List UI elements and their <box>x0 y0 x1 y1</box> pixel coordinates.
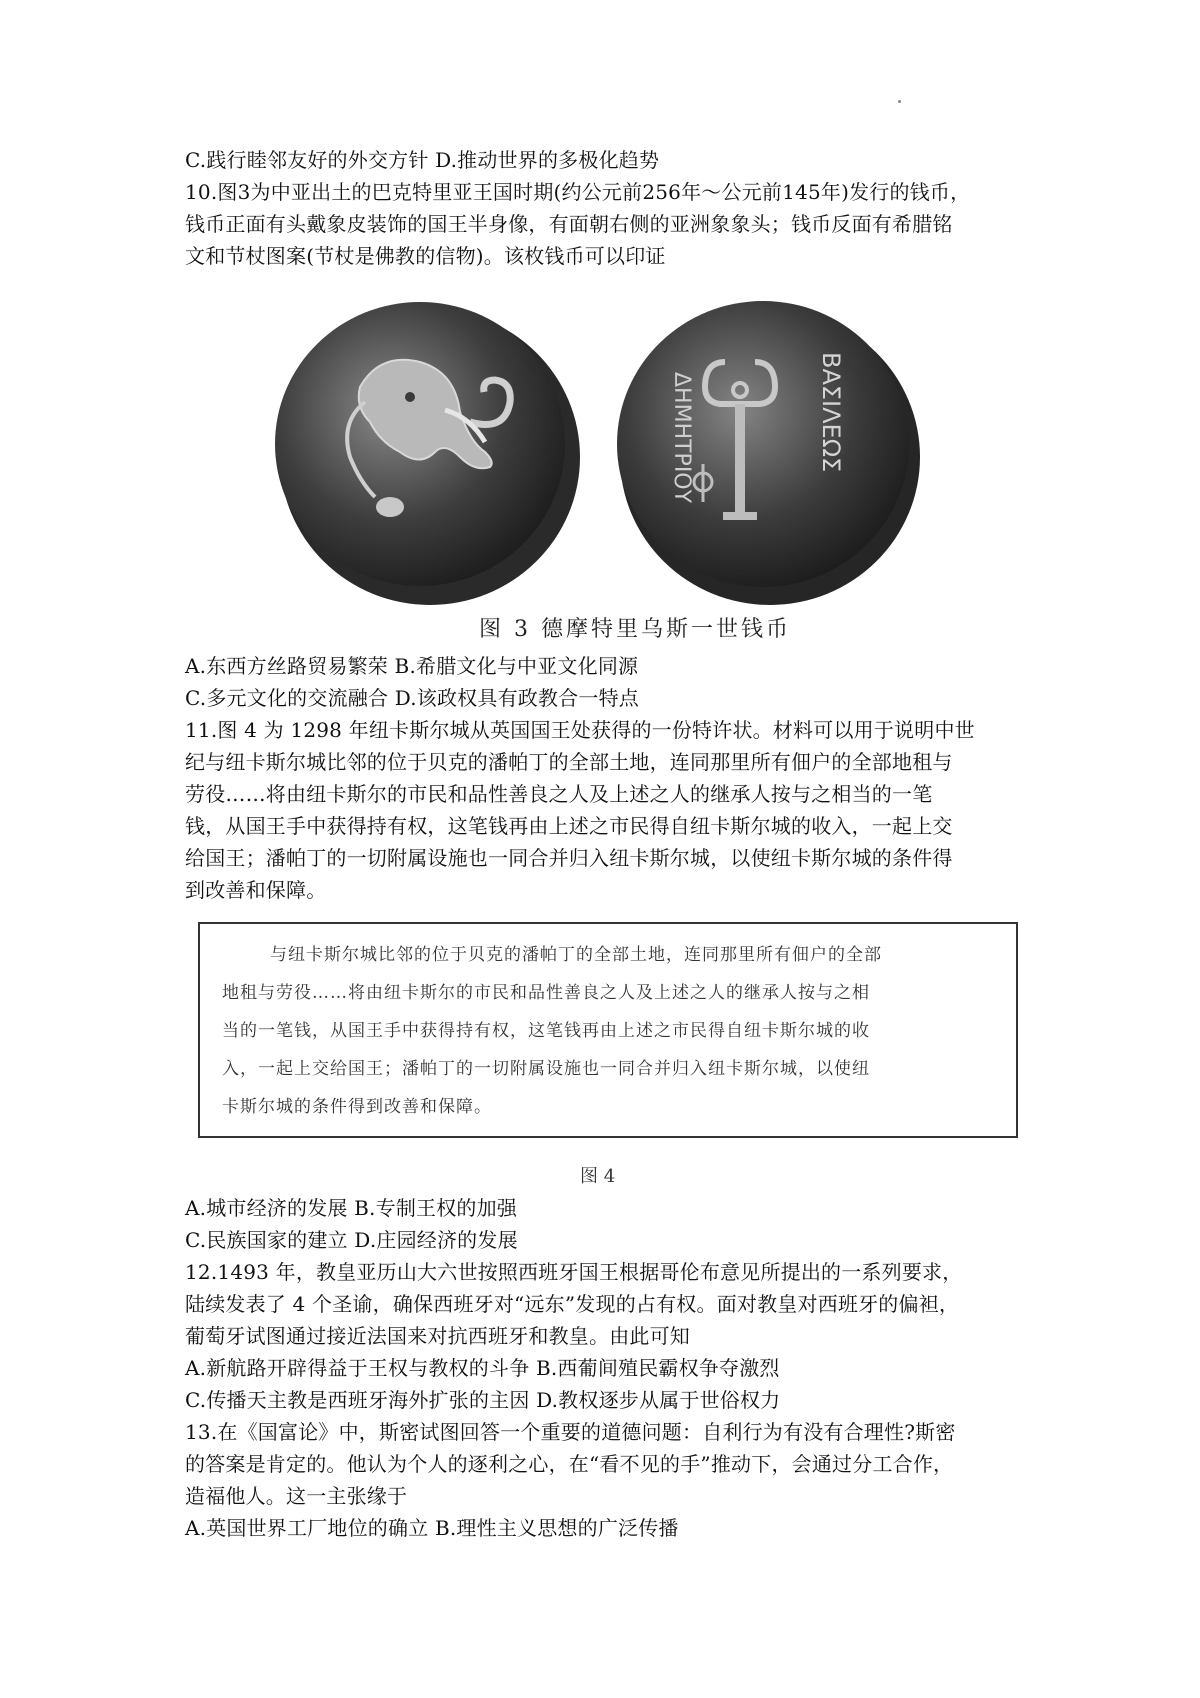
q11-options-cd: C.民族国家的建立 D.庄园经济的发展 <box>185 1228 518 1252</box>
q10-stem-line-1: 10.图3为中亚出土的巴克特里亚王国时期(约公元前256年～公元前145年)发行的钱币， <box>185 180 971 204</box>
figure-4-caption: 图 4 <box>580 1166 616 1187</box>
excerpt-line-1: 与纽卡斯尔城比邻的位于贝克的潘帕丁的全部土地，连同那里所有佃户的全部 <box>270 945 882 965</box>
coin-inscription-left: ΔΗΜΗΤΡΙΟΥ <box>669 372 694 504</box>
q13-stem-line-2: 的答案是肯定的。他认为个人的逐利之心，在“看不见的手”推动下，会通过分工合作， <box>185 1452 954 1476</box>
q12-stem-line-2: 陆续发表了 4 个圣谕，确保西班牙对“远东”发现的占有权。面对教皇对西班牙的偏袒， <box>185 1292 960 1316</box>
q11-stem-line-6: 到改善和保障。 <box>185 878 327 902</box>
q9-options-cd: C.践行睦邻友好的外交方针 D.推动世界的多极化趋势 <box>185 148 660 172</box>
q12-options-ab: A.新航路开辟得益于王权与教权的斗争 B.西葡间殖民霸权争夺激烈 <box>185 1356 780 1380</box>
q13-stem-line-1: 13.在《国富论》中，斯密试图回答一个重要的道德问题：自利行为有没有合理性?斯密 <box>185 1420 956 1444</box>
coin-reverse-image <box>605 292 925 612</box>
q13-options-ab: A.英国世界工厂地位的确立 B.理性主义思想的广泛传播 <box>185 1516 679 1540</box>
excerpt-line-4: 入，一起上交给国王；潘帕丁的一切附属设施也一同合并归入纽卡斯尔城，以使纽 <box>222 1059 870 1079</box>
q12-stem-line-1: 12.1493 年，教皇亚历山大六世按照西班牙国王根据哥伦布意见所提出的一系列要求， <box>185 1260 963 1284</box>
scan-speck <box>898 100 901 103</box>
excerpt-line-2: 地租与劳役……将由纽卡斯尔的市民和品性善良之人及上述之人的继承人按与之相 <box>222 983 870 1003</box>
q10-options-cd: C.多元文化的交流融合 D.该政权具有政教合一特点 <box>185 686 639 710</box>
q11-stem-line-5: 给国王；潘帕丁的一切附属设施也一同合并归入纽卡斯尔城，以使纽卡斯尔城的条件得 <box>185 846 953 870</box>
q12-options-cd: C.传播天主教是西班牙海外扩张的主因 D.教权逐步从属于世俗权力 <box>185 1388 781 1412</box>
q11-stem-line-2: 纪与纽卡斯尔城比邻的位于贝克的潘帕丁的全部土地，连同那里所有佃户的全部地租与 <box>185 750 953 774</box>
q10-stem-line-2: 钱币正面有头戴象皮装饰的国王半身像，有面朝右侧的亚洲象象头；钱币反面有希腊铭 <box>185 212 953 236</box>
q11-stem-line-1: 11.图 4 为 1298 年纽卡斯尔城从英国国王处获得的一份特许状。材料可以用于说明中世 <box>185 718 975 742</box>
q11-stem-line-4: 钱，从国王手中获得持有权，这笔钱再由上述之市民得自纽卡斯尔城的收入，一起上交 <box>185 814 953 838</box>
q11-options-ab: A.城市经济的发展 B.专制王权的加强 <box>185 1196 518 1220</box>
q13-stem-line-3: 造福他人。这一主张缘于 <box>185 1484 408 1508</box>
q12-stem-line-3: 葡萄牙试图通过接近法国来对抗西班牙和教皇。由此可知 <box>185 1324 690 1348</box>
excerpt-line-5: 卡斯尔城的条件得到改善和保障。 <box>222 1097 492 1117</box>
excerpt-line-3: 当的一笔钱，从国王手中获得持有权，这笔钱再由上述之市民得自纽卡斯尔城的收 <box>222 1021 870 1041</box>
figure-4-excerpt-box <box>198 922 1018 1138</box>
q10-stem-line-3: 文和节杖图案(节杖是佛教的信物)。该枚钱币可以印证 <box>185 244 666 268</box>
q10-options-ab: A.东西方丝路贸易繁荣 B.希腊文化与中亚文化同源 <box>185 654 639 678</box>
q11-stem-line-3: 劳役……将由纽卡斯尔的市民和品性善良之人及上述之人的继承人按与之相当的一笔 <box>185 782 933 806</box>
figure-3-caption: 图 3 德摩特里乌斯一世钱币 <box>479 617 791 642</box>
figure-3-coins <box>270 292 930 630</box>
coin-inscription-right: ΒΑΣΙΛΕΩΣ <box>817 352 845 473</box>
coin-obverse-image <box>270 292 590 612</box>
